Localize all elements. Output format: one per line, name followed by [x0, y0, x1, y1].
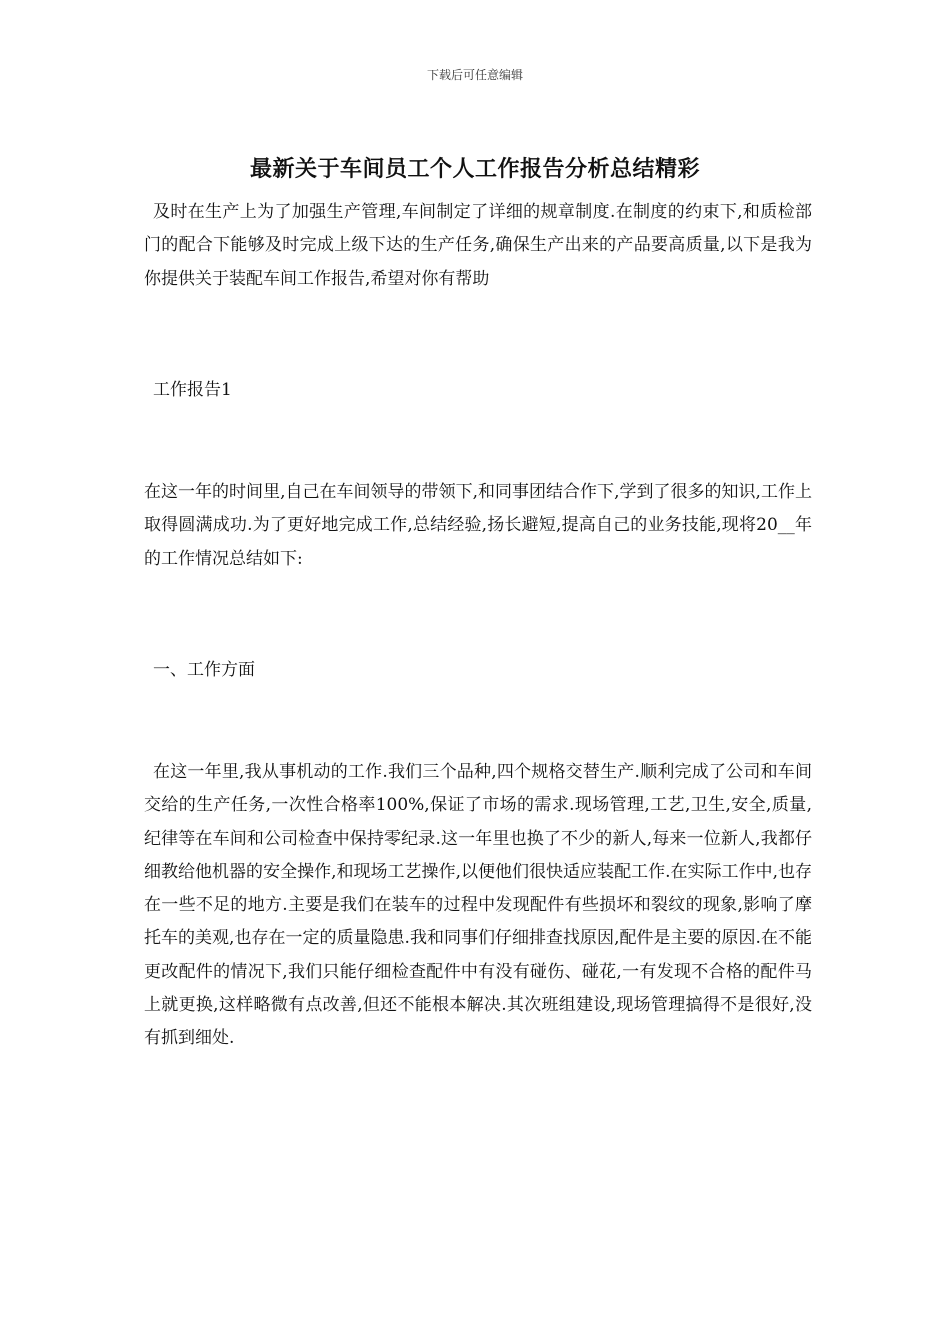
report-heading: 工作报告1: [153, 380, 232, 400]
paragraph-1: 在这一年的时间里,自己在车间领导的带领下,和同事团结合作下,学到了很多的知识,工作上取得圆满成功.为了更好地完成工作,总结经验,扬长避短,提高自己的业务技能,现将20__年的工作情况总结如下:: [144, 482, 812, 569]
document-title: 最新关于车间员工个人工作报告分析总结精彩: [249, 156, 700, 182]
header-note: 下载后可任意编辑: [426, 68, 523, 82]
paragraph-2: 在这一年里,我从事机动的工作.我们三个品种,四个规格交替生产.顺利完成了公司和车间交给的生产任务,一次性合格率100%,保证了市场的需求.现场管理,工艺,卫生,安全,质量,纪律等在车间和公司检查中保持零纪录.这一年里也换了不少的新人,每来一位新人,我都仔细教给他机器的安全操作,和现场工艺操作,以便他们很快适应装配工作.在实际工作中,也存在一些不足的地方.主要是我们在装车的过程中发现配件有些损坏和裂纹的现象,影响了摩托车的美观,也存在一定的质量隐患.我和同事们仔细排查找原因,配件是主要的原因.在不能更改配件的情况下,我们只能仔细检查配件中有没有碰伤、碰花,一有发现不合格的配件马上就更换,这样略微有点改善,但还不能根本解决.其次班组建设,现场管理搞得不是很好,没有抓到细处.: [144, 762, 812, 1049]
section-heading: 一、工作方面: [153, 660, 255, 680]
intro-paragraph: 及时在生产上为了加强生产管理,车间制定了详细的规章制度.在制度的约束下,和质检部门的配合下能够及时完成上级下达的生产任务,确保生产出来的产品要高质量,以下是我为你提供关于装配车间工作报告,希望对你有帮助: [144, 202, 812, 289]
